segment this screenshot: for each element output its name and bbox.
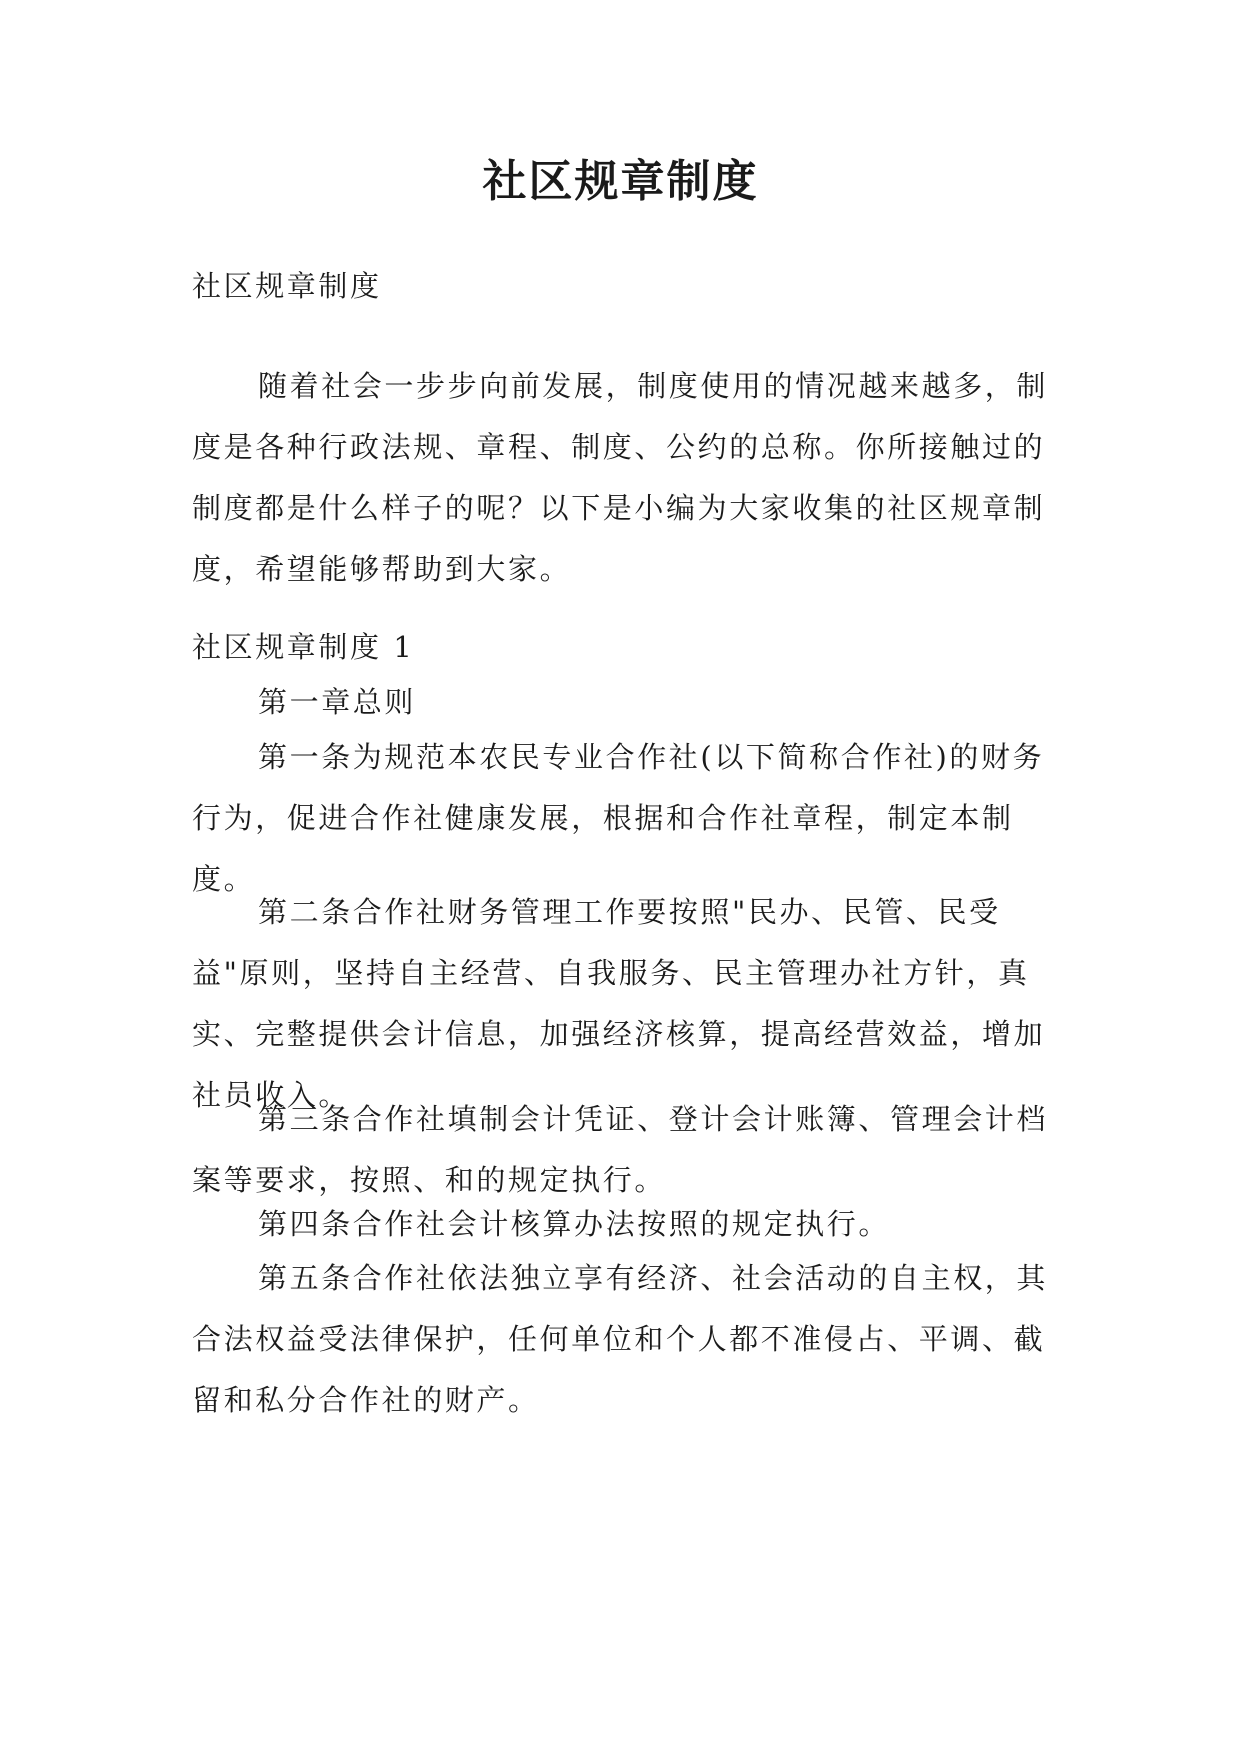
article-paragraph-5: 第五条合作社依法独立享有经济、社会活动的自主权，其合法权益受法律保护，任何单位和个人都不准侵占、平调、截留和私分合作社的财产。	[192, 1261, 1049, 1417]
document-subtitle: 社区规章制度	[192, 269, 382, 303]
chapter-heading: 第一章总则	[258, 685, 417, 719]
article-paragraph-2: 第二条合作社财务管理工作要按照"民办、民管、民受益"原则，坚持自主经营、自我服务、民主管理办社方针，真实、完整提供会计信息，加强经济核算，提高经营效益，增加社员收入。	[192, 895, 1046, 1112]
article-paragraph-3: 第三条合作社填制会计凭证、登计会计账簿、管理会计档案等要求，按照、和的规定执行。	[192, 1102, 1049, 1197]
intro-paragraph: 随着社会一步步向前发展，制度使用的情况越来越多，制度是各种行政法规、章程、制度、公约的总称。你所接触过的制度都是什么样子的呢？以下是小编为大家收集的社区规章制度，希望能够帮助到大家。	[192, 369, 1049, 586]
section-heading: 社区规章制度 1	[192, 630, 415, 664]
document-title: 社区规章制度	[482, 156, 759, 207]
article-paragraph-4: 第四条合作社会计核算办法按照的规定执行。	[258, 1207, 891, 1241]
article-paragraph-1: 第一条为规范本农民专业合作社(以下简称合作社)的财务行为，促进合作社健康发展，根据和合作社章程，制定本制度。	[192, 740, 1045, 896]
